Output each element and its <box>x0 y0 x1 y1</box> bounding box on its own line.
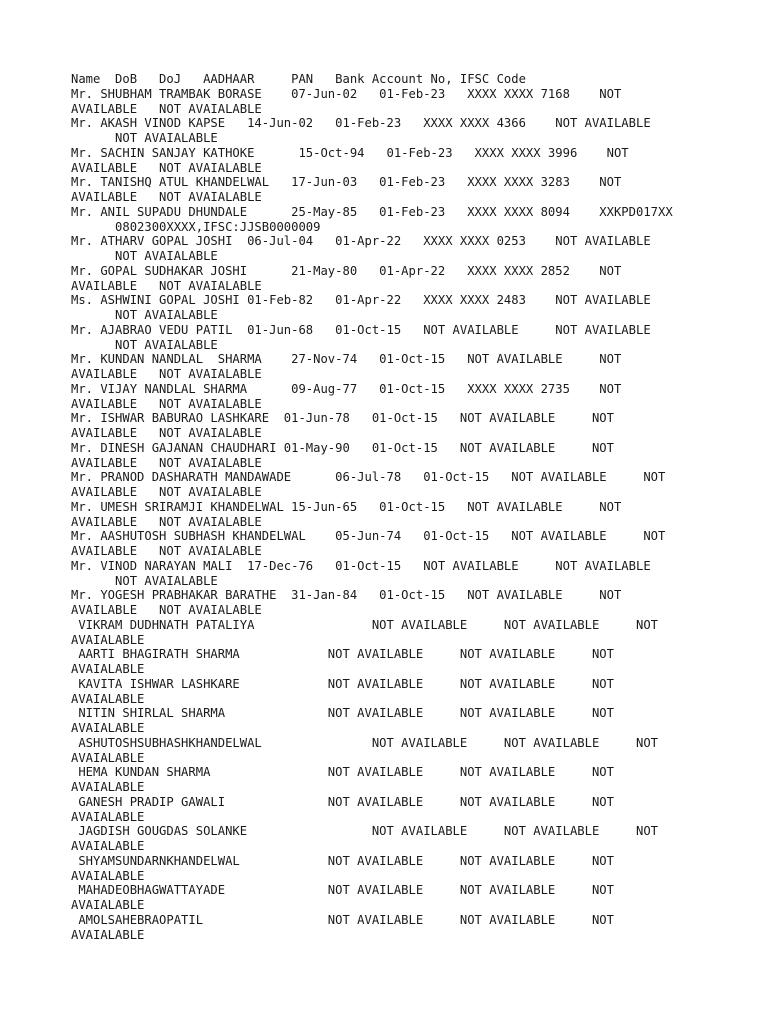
record-line: AVAILABLE NOT AVAIALABLE <box>71 101 262 116</box>
record-line: Mr. PRANOD DASHARATH MANDAWADE 06-Jul-78 01-Oct-15 NOT AVAILABLE NOT <box>71 470 666 485</box>
record-line: HEMA KUNDAN SHARMA NOT AVAILABLE NOT AVAILABLE NOT <box>71 765 614 780</box>
record-line: NOT AVAIALABLE <box>71 131 218 145</box>
record-line: AVAIALABLE <box>71 632 145 647</box>
record-line: AVAILABLE NOT AVAIALABLE <box>71 367 262 381</box>
record-line: AVAILABLE NOT AVAIALABLE <box>71 426 262 440</box>
record-line: Mr. GOPAL SUDHAKAR JOSHI 21-May-80 01-Apr-22 XXXX XXXX 2852 NOT <box>71 263 622 278</box>
record-line: AVAILABLE NOT AVAIALABLE <box>71 455 262 470</box>
record-line: KAVITA ISHWAR LASHKARE NOT AVAILABLE NOT AVAILABLE NOT <box>71 676 614 691</box>
record-line: AVAIALABLE <box>71 780 145 794</box>
record-line: SHYAMSUNDARNKHANDELWAL NOT AVAILABLE NOT AVAILABLE NOT <box>71 853 614 868</box>
record-line: AVAILABLE NOT AVAIALABLE <box>71 603 262 617</box>
record-line: Mr. AKASH VINOD KAPSE 14-Jun-02 01-Feb-23 XXXX XXXX 4366 NOT AVAILABLE <box>71 116 651 131</box>
record-line: Mr. UMESH SRIRAMJI KHANDELWAL 15-Jun-65 01-Oct-15 NOT AVAILABLE NOT <box>71 499 622 514</box>
record-line: Ms. ASHWINI GOPAL JOSHI 01-Feb-82 01-Apr-22 XXXX XXXX 2483 NOT AVAILABLE <box>71 293 651 308</box>
record-line: ASHUTOSHSUBHASHKHANDELWAL NOT AVAILABLE NOT AVAILABLE NOT <box>71 735 658 750</box>
record-line: MAHADEOBHAGWATTAYADE NOT AVAILABLE NOT AVAILABLE NOT <box>71 883 614 898</box>
record-line: Mr. VINOD NARAYAN MALI 17-Dec-76 01-Oct-15 NOT AVAILABLE NOT AVAILABLE <box>71 558 651 573</box>
record-line: GANESH PRADIP GAWALI NOT AVAILABLE NOT AVAILABLE NOT <box>71 794 614 809</box>
record-line: AVAILABLE NOT AVAIALABLE <box>71 190 262 204</box>
record-line: AVAIALABLE <box>71 691 145 706</box>
record-line: Mr. SACHIN SANJAY KATHOKE 15-Oct-94 01-Feb-23 XXXX XXXX 3996 NOT <box>71 145 629 160</box>
record-line: AVAIALABLE <box>71 898 145 912</box>
record-line: AVAIALABLE <box>71 662 145 676</box>
record-line: Mr. YOGESH PRABHAKAR BARATHE 31-Jan-84 01-Oct-15 NOT AVAILABLE NOT <box>71 588 622 603</box>
header-line: Name DoB DoJ AADHAAR PAN Bank Account No, IFSC Code <box>71 72 526 86</box>
record-line: Mr. SHUBHAM TRAMBAK BORASE 07-Jun-02 01-Feb-23 XXXX XXXX 7168 NOT <box>71 86 622 101</box>
record-line: AVAILABLE NOT AVAIALABLE <box>71 544 262 558</box>
record-line: JAGDISH GOUGDAS SOLANKE NOT AVAILABLE NOT AVAILABLE NOT <box>71 824 658 839</box>
record-line: Mr. AASHUTOSH SUBHASH KHANDELWAL 05-Jun-74 01-Oct-15 NOT AVAILABLE NOT <box>71 529 666 544</box>
record-line: AVAILABLE NOT AVAIALABLE <box>71 514 262 529</box>
record-line: AVAIALABLE <box>71 839 145 853</box>
record-line: Mr. DINESH GAJANAN CHAUDHARI 01-May-90 01-Oct-15 NOT AVAILABLE NOT <box>71 440 614 455</box>
record-line: NOT AVAIALABLE <box>71 249 218 263</box>
record-line: AVAILABLE NOT AVAIALABLE <box>71 278 262 293</box>
record-line: AVAIALABLE <box>71 927 145 942</box>
record-line: Mr. VIJAY NANDLAL SHARMA 09-Aug-77 01-Oct-15 XXXX XXXX 2735 NOT <box>71 381 622 396</box>
record-line: AVAILABLE NOT AVAIALABLE <box>71 160 262 175</box>
record-line: Mr. KUNDAN NANDLAL SHARMA 27-Nov-74 01-Oct-15 NOT AVAILABLE NOT <box>71 352 622 367</box>
record-line: Mr. ISHWAR BABURAO LASHKARE 01-Jun-78 01-Oct-15 NOT AVAILABLE NOT <box>71 411 614 426</box>
record-line: AVAILABLE NOT AVAIALABLE <box>71 396 262 411</box>
record-line: AVAIALABLE <box>71 809 145 824</box>
record-line: AARTI BHAGIRATH SHARMA NOT AVAILABLE NOT AVAILABLE NOT <box>71 647 614 662</box>
record-line: NOT AVAIALABLE <box>71 337 218 352</box>
record-line: NOT AVAIALABLE <box>71 573 218 588</box>
record-line: NITIN SHIRLAL SHARMA NOT AVAILABLE NOT AVAILABLE NOT <box>71 706 614 721</box>
record-line: AVAIALABLE <box>71 750 145 765</box>
record-line: AVAIALABLE <box>71 868 145 883</box>
record-line: Mr. ATHARV GOPAL JOSHI 06-Jul-04 01-Apr-22 XXXX XXXX 0253 NOT AVAILABLE <box>71 234 651 249</box>
record-line: NOT AVAIALABLE <box>71 308 218 322</box>
record-line: 0802300XXXX,IFSC:JJSB0000009 <box>71 219 321 234</box>
record-line: VIKRAM DUDHNATH PATALIYA NOT AVAILABLE NOT AVAILABLE NOT <box>71 617 658 632</box>
record-line: AMOLSAHEBRAOPATIL NOT AVAILABLE NOT AVAILABLE NOT <box>71 912 614 927</box>
record-line: AVAIALABLE <box>71 721 145 735</box>
record-line: AVAILABLE NOT AVAIALABLE <box>71 485 262 499</box>
record-line: Mr. AJABRAO VEDU PATIL 01-Jun-68 01-Oct-15 NOT AVAILABLE NOT AVAILABLE <box>71 322 651 337</box>
record-line: Mr. TANISHQ ATUL KHANDELWAL 17-Jun-03 01-Feb-23 XXXX XXXX 3283 NOT <box>71 175 622 190</box>
record-line: Mr. ANIL SUPADU DHUNDALE 25-May-85 01-Feb-23 XXXX XXXX 8094 XXKPD017XX <box>71 204 673 219</box>
document-page <box>71 72 761 942</box>
